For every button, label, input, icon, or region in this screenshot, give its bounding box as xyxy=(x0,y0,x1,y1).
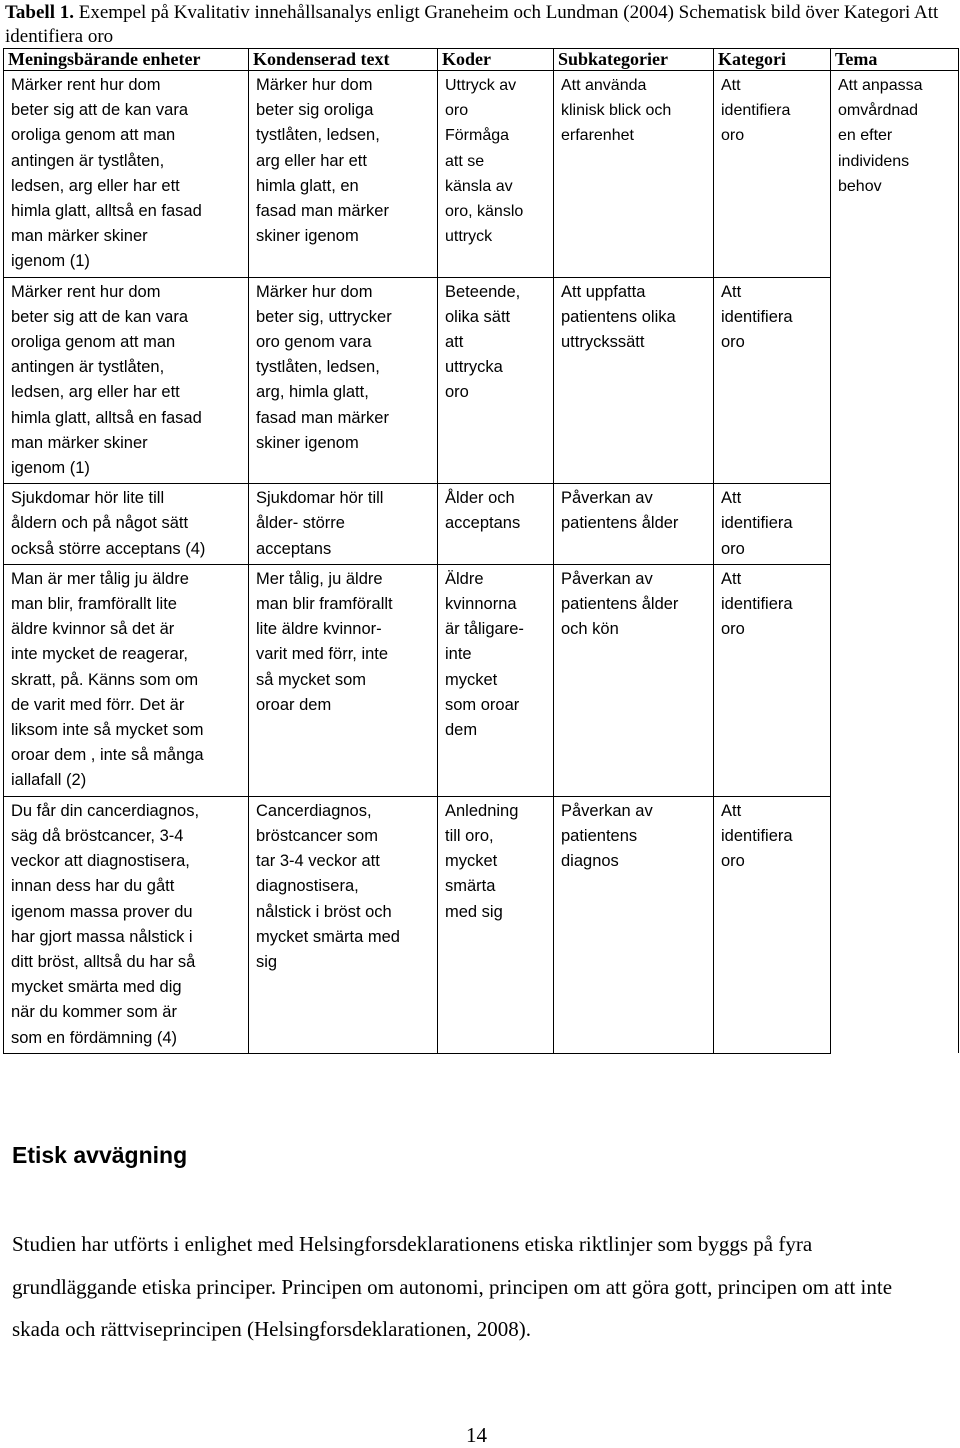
code-cell: Anledning till oro, mycket smärta med sig xyxy=(438,796,554,1053)
page-number: 14 xyxy=(466,1423,487,1447)
table-header-row xyxy=(4,49,959,71)
condensed-text-cell: Märker hur dom beter sig oroliga tystlåten, ledsen, arg eller har ett himla glatt, en fasad man märker skiner igenom xyxy=(249,71,438,278)
table-row xyxy=(4,484,959,565)
section-heading: Etisk avvägning xyxy=(12,1142,188,1168)
meaning-unit-cell: Märker rent hur dom beter sig att de kan vara oroliga genom att man antingen är tystlåten, ledsen, arg eller har ett himla glatt, alltså en fasad man märker skiner igenom (1) xyxy=(4,71,249,278)
meaning-unit-cell: Märker rent hur dom beter sig att de kan vara oroliga genom att man antingen är tystlåten, ledsen, arg eller har ett himla glatt, alltså en fasad man märker skiner igenom (1) xyxy=(4,277,249,484)
meaning-unit-cell: Du får din cancerdiagnos, säg då bröstcancer, 3-4 veckor att diagnostisera, innan dess har du gått igenom massa prover du har gjort massa nålstick i ditt bröst, alltså du har så mycket smärta med dig när du kommer som är som en fördämning (4) xyxy=(4,796,249,1053)
theme-cell: Att anpassa omvårdnad en efter individens behov xyxy=(831,71,959,1054)
table-row xyxy=(4,71,959,278)
header-meaning-units: Meningsbärande enheter xyxy=(4,49,249,71)
subcategory-cell: Påverkan av patientens ålder och kön xyxy=(554,564,714,796)
table-caption-label: Tabell 1. xyxy=(5,2,74,23)
condensed-text-cell: Märker hur dom beter sig, uttrycker oro genom vara tystlåten, ledsen, arg, himla glatt, fasad man märker skiner igenom xyxy=(249,277,438,484)
header-category: Kategori xyxy=(714,49,831,71)
subcategory-cell: Att uppfatta patientens olika uttryckssätt xyxy=(554,277,714,484)
header-condensed-text: Kondenserad text xyxy=(249,49,438,71)
table-row xyxy=(4,796,959,1053)
condensed-text-cell: Sjukdomar hör till ålder- större acceptans xyxy=(249,484,438,565)
header-codes: Koder xyxy=(438,49,554,71)
header-subcategories: Subkategorier xyxy=(554,49,714,71)
category-cell: Att identifiera oro xyxy=(714,564,831,796)
condensed-text-cell: Cancerdiagnos, bröstcancer som tar 3-4 veckor att diagnostisera, nålstick i bröst och mycket smärta med sig xyxy=(249,796,438,1053)
category-cell: Att identifiera oro xyxy=(714,71,831,278)
table-row xyxy=(4,564,959,796)
header-theme: Tema xyxy=(831,49,959,71)
code-cell: Ålder och acceptans xyxy=(438,484,554,565)
subcategory-cell: Påverkan av patientens diagnos xyxy=(554,796,714,1053)
category-cell: Att identifiera oro xyxy=(714,796,831,1053)
code-cell: Äldre kvinnorna är tåligare- inte mycket som oroar dem xyxy=(438,564,554,796)
category-cell: Att identifiera oro xyxy=(714,484,831,565)
code-cell: Uttryck av oro Förmåga att se känsla av oro, känslo uttryck xyxy=(438,71,554,278)
code-cell: Beteende, olika sätt att uttrycka oro xyxy=(438,277,554,484)
table-caption-text: Exempel på Kvalitativ innehållsanalys enligt Graneheim och Lundman (2004) Schematisk bild över Kategori Att identifiera oro xyxy=(5,2,939,47)
content-analysis-table xyxy=(3,48,959,1054)
subcategory-cell: Att använda klinisk blick och erfarenhet xyxy=(554,71,714,278)
category-cell: Att identifiera oro xyxy=(714,277,831,484)
subcategory-cell: Påverkan av patientens ålder xyxy=(554,484,714,565)
section-body-paragraph: Studien har utförts i enlighet med Helsingforsdeklarationens etiska riktlinjer som byggs på fyra grundläggande etiska principer. Principen om autonomi, principen om att göra gott, principen om att inte skada och rättviseprincipen (Helsingforsdeklarationen, 2008). xyxy=(12,1232,893,1341)
meaning-unit-cell: Sjukdomar hör lite till åldern och på något sätt också större acceptans (4) xyxy=(4,484,249,565)
table-caption xyxy=(5,1,955,49)
table-row xyxy=(4,277,959,484)
condensed-text-cell: Mer tålig, ju äldre man blir framförallt lite äldre kvinnor- varit med förr, inte så mycket som oroar dem xyxy=(249,564,438,796)
meaning-unit-cell: Man är mer tålig ju äldre man blir, framförallt lite äldre kvinnor så det är inte mycket de reagerar, skratt, på. Känns som om de varit med förr. Det är liksom inte så mycket som oroar dem , inte så många iallafall (2) xyxy=(4,564,249,796)
